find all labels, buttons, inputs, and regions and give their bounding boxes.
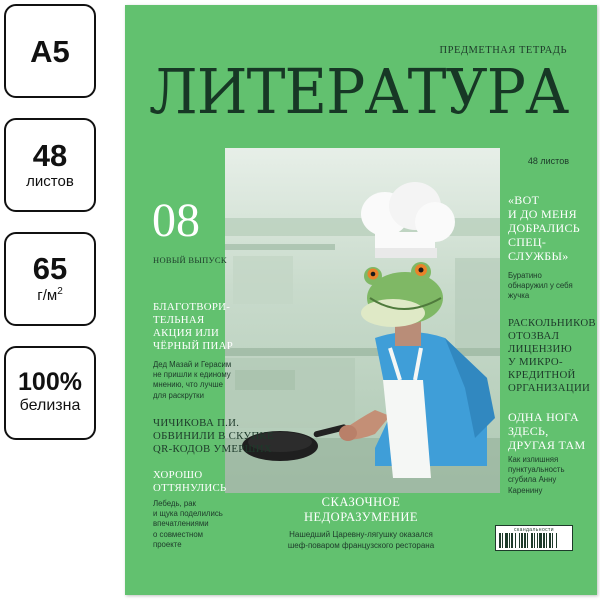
headline-line: НЕДОРАЗУМЕНИЕ (303, 509, 419, 524)
headline-line: ЧЁРНЫЙ ПИАР (153, 340, 234, 352)
text-line: пунктуальность (508, 465, 565, 475)
sheets-count: 48 листов (527, 156, 569, 166)
density-badge (4, 232, 96, 326)
headline-line: СЛУЖБЫ» (508, 249, 569, 263)
text-line: обнаружил у себя (508, 281, 573, 291)
headline-line: ОРГАНИЗАЦИИ (508, 382, 591, 394)
barcode-bar (556, 533, 557, 548)
text-line: Как излишняя (508, 455, 559, 464)
headline-line: АКЦИЯ ИЛИ (153, 327, 220, 339)
text-line: Каренину (508, 485, 543, 495)
text-line: Буратино (508, 271, 542, 280)
barcode-bar (527, 533, 528, 548)
text-line: впечатлениями (153, 519, 209, 529)
headline-line: «ВОТ (508, 193, 540, 207)
barcode-bar (537, 533, 538, 548)
barcode-bar (505, 533, 508, 548)
barcode-bar (509, 533, 510, 548)
barcode (495, 525, 573, 551)
density-unit-wrap (37, 286, 63, 304)
headline-line: ТЕЛЬНАЯ (153, 314, 205, 326)
issue-label: НОВЫЙ ВЫПУСК (153, 255, 227, 265)
density-unit: г/м (37, 287, 58, 305)
barcode-bar (534, 533, 535, 548)
right-article-3-text (508, 455, 565, 496)
headline-line: QR-КОДОВ УМЕРШИХ (153, 443, 272, 455)
headline-line: СПЕЦ- (508, 235, 547, 249)
barcode-bar (531, 533, 533, 548)
text-line: Лебедь, рак (153, 499, 196, 508)
barcode-bar (515, 533, 516, 548)
text-line: мнению, что лучше (153, 380, 223, 390)
headline-line: ОТТЯНУЛИСЬ (153, 482, 227, 494)
headline-line: ХОРОШО (153, 469, 203, 481)
subject-caption: ПРЕДМЕТНАЯ ТЕТРАДЬ (439, 45, 567, 56)
headline-line: ОБВИНИЛИ В СКУПКЕ (153, 430, 274, 442)
barcode-bar (502, 533, 503, 548)
text-line: Нашедший Царевну-лягушку оказался (289, 530, 433, 539)
headline-line: ЧИЧИКОВА П.И. (153, 417, 240, 429)
barcode-bar (539, 533, 542, 548)
barcode-bar (511, 533, 513, 548)
whiteness-value: 100% (18, 368, 82, 397)
headline-line: ЛИЦЕНЗИЮ (508, 343, 573, 355)
barcode-bar (519, 533, 520, 548)
headline-line: ЗДЕСЬ, (508, 424, 549, 438)
sheets-unit: листов (26, 172, 74, 190)
headline-line: СКАЗОЧНОЕ (321, 495, 401, 509)
bottom-headline (125, 495, 597, 524)
headline-line: КРЕДИТНОЙ (508, 369, 576, 381)
barcode-bar (546, 533, 547, 548)
headline-line: БЛАГОТВОРИ- (153, 301, 231, 313)
barcode-bar (549, 533, 551, 548)
headline-line: ДРУГАЯ ТАМ (508, 438, 586, 452)
barcode-bar (543, 533, 545, 548)
issue-number: 08 (152, 194, 200, 247)
headline-line: ДОБРАЛИСЬ (508, 221, 580, 235)
right-article-1-text (508, 271, 573, 302)
headline-line: У МИКРО- (508, 356, 563, 368)
barcode-label: скандальности (514, 527, 554, 533)
whiteness-unit: белизна (19, 397, 81, 415)
notebook-cover (125, 5, 597, 595)
left-article-1-text (153, 360, 231, 401)
format-value: А5 (30, 33, 70, 69)
sheets-badge (4, 118, 96, 212)
whiteness-badge (4, 346, 96, 440)
headline-line: ОТОЗВАЛ (508, 330, 560, 342)
barcode-bar (524, 533, 526, 548)
left-article-1-head (153, 301, 233, 353)
text-line: о совместном (153, 529, 204, 539)
barcode-bar (499, 533, 501, 548)
format-badge (4, 4, 96, 98)
barcode-bar (521, 533, 523, 548)
barcode-bars (499, 533, 569, 548)
cover-title: ЛИТЕРАТУРА (149, 55, 569, 128)
text-line: не пришли к единому (153, 370, 231, 380)
left-article-2-head (153, 417, 274, 456)
right-article-1-head (508, 193, 580, 263)
headline-line: РАСКОЛЬНИКОВ (508, 317, 596, 329)
headline-line: ОДНА НОГА (508, 410, 579, 424)
text-line: Дед Мазай и Герасим (153, 360, 232, 369)
density-exponent: 2 (57, 286, 63, 298)
text-line: шеф-поваром французского ресторана (287, 541, 435, 550)
text-line: и щука поделились (153, 509, 223, 519)
text-line: проекте (153, 539, 182, 549)
text-line: жучка (508, 291, 530, 301)
left-article-3-head (153, 469, 227, 495)
right-article-3-head (508, 410, 585, 452)
text-line: сгубила Анну (508, 475, 557, 485)
right-article-2-head (508, 317, 596, 395)
barcode-bar (552, 533, 553, 548)
density-value: 65 (32, 251, 68, 287)
headline-line: И ДО МЕНЯ (508, 207, 577, 221)
text-line: для раскрутки (153, 390, 204, 400)
sheets-value: 48 (32, 137, 68, 173)
